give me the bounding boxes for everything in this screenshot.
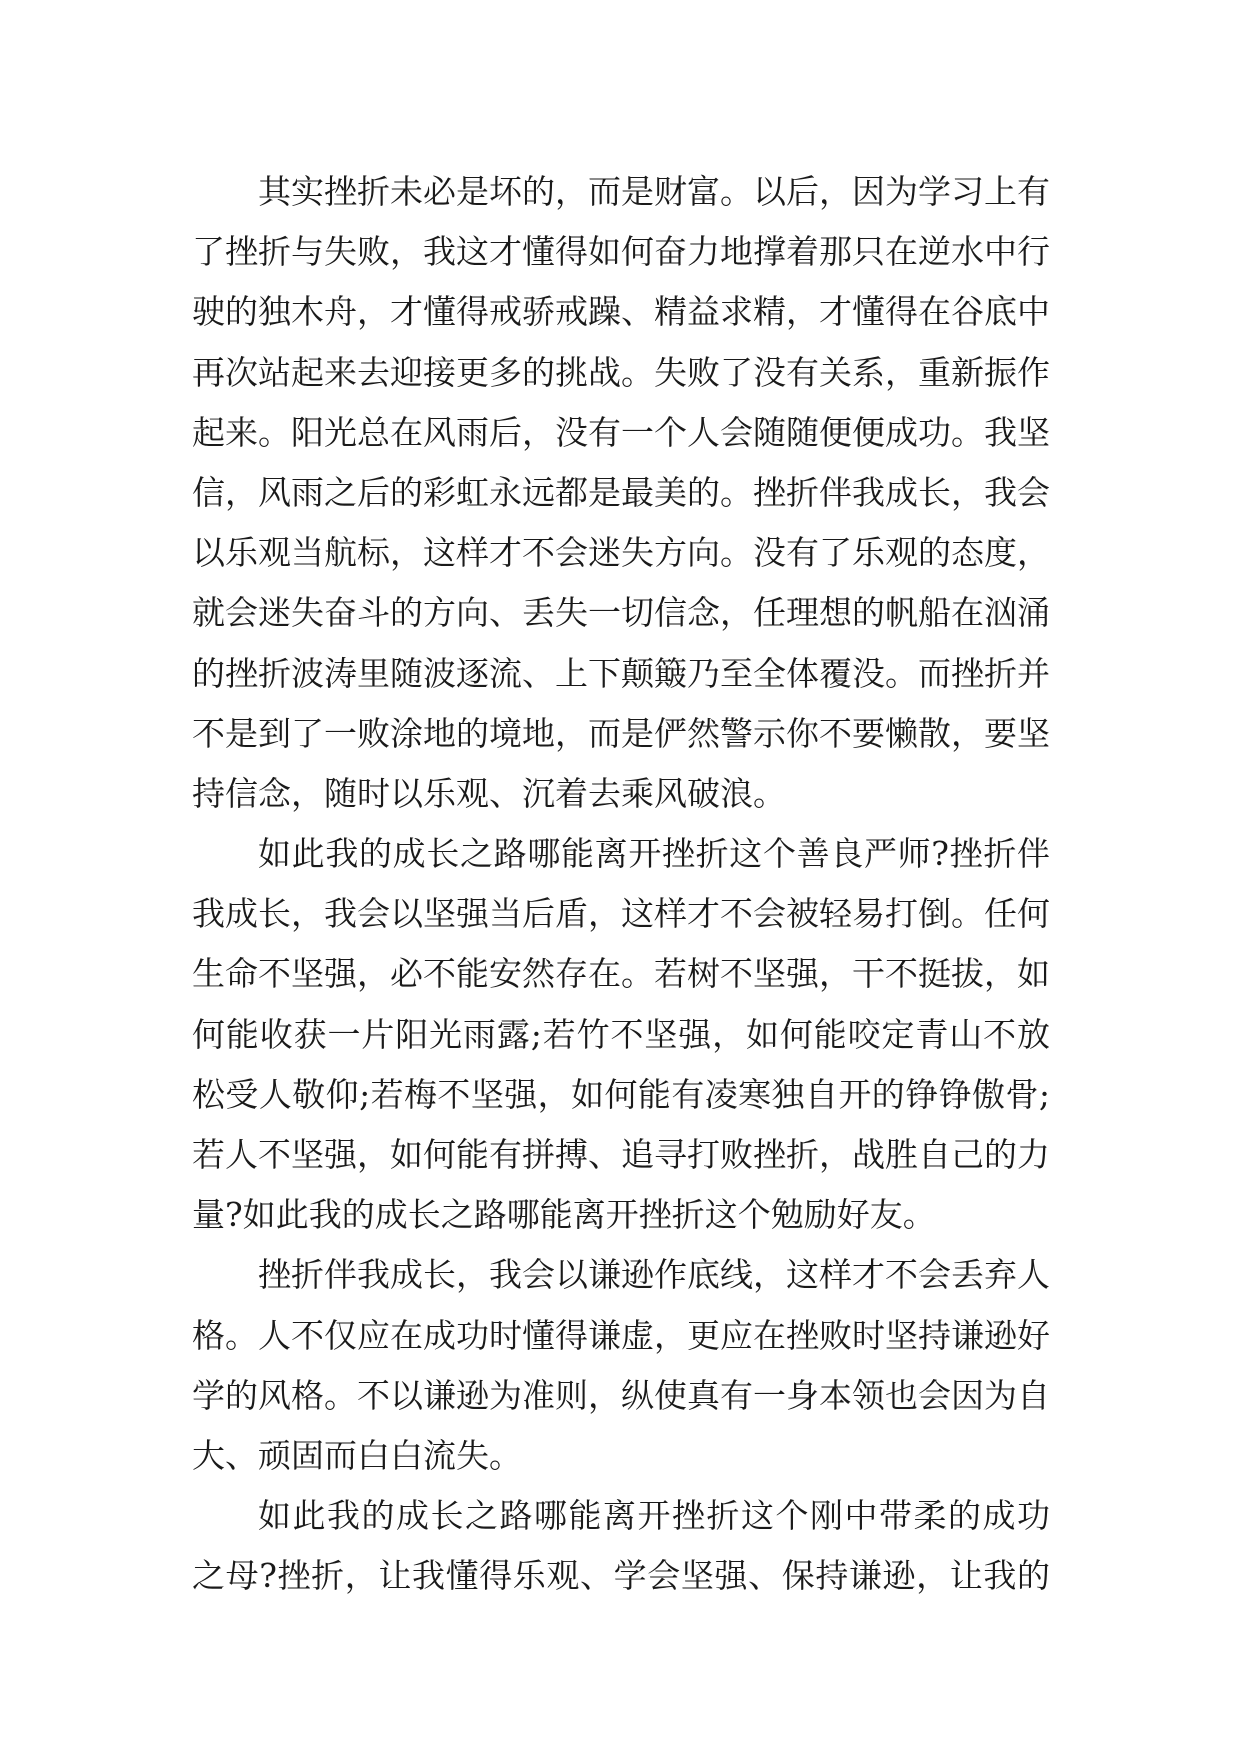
paragraph-1-line-10: 不是到了一败涂地的境地，而是俨然警示你不要懒散，要坚 xyxy=(192,713,1050,753)
paragraph-2-line-4: 何能收获一片阳光雨露;若竹不坚强，如何能咬定青山不放 xyxy=(192,1014,1050,1054)
paragraph-2-line-1: 如此我的成长之路哪能离开挫折这个善良严师?挫折伴 xyxy=(258,834,1050,874)
paragraph-1-line-2: 了挫折与失败，我这才懂得如何奋力地撑着那只在逆水中行 xyxy=(192,232,1050,272)
paragraph-1-line-6: 信，风雨之后的彩虹永远都是最美的。挫折伴我成长，我会 xyxy=(192,472,1050,512)
paragraph-1-line-5: 起来。阳光总在风雨后，没有一个人会随随便便成功。我坚 xyxy=(192,412,1050,452)
paragraph-1-line-4: 再次站起来去迎接更多的挑战。失败了没有关系，重新振作 xyxy=(192,352,1050,392)
paragraph-3-line-1: 挫折伴我成长，我会以谦逊作底线，这样才不会丢弃人 xyxy=(258,1255,1050,1295)
paragraph-2-line-6: 若人不坚强，如何能有拼搏、追寻打败挫折，战胜自己的力 xyxy=(192,1135,1050,1174)
paragraph-2-line-3: 生命不坚强，必不能安然存在。若树不坚强，干不挺拔，如 xyxy=(192,954,1050,994)
paragraph-1-line-3: 驶的独木舟，才懂得戒骄戒躁、精益求精，才懂得在谷底中 xyxy=(192,292,1050,332)
paragraph-4-line-1: 如此我的成长之路哪能离开挫折这个刚中带柔的成功 xyxy=(258,1496,1050,1536)
paragraph-4-line-2: 之母?挫折，让我懂得乐观、学会坚强、保持谦逊，让我的 xyxy=(192,1556,1050,1596)
paragraph-2-line-5: 松受人敬仰;若梅不坚强，如何能有凌寒独自开的铮铮傲骨; xyxy=(192,1074,1050,1114)
paragraph-1-line-9: 的挫折波涛里随波逐流、上下颠簸乃至全体覆没。而挫折并 xyxy=(192,653,1050,693)
paragraph-1-line-11: 持信念，随时以乐观、沉着去乘风破浪。 xyxy=(192,773,786,813)
paragraph-2-line-7: 量?如此我的成长之路哪能离开挫折这个勉励好友。 xyxy=(192,1195,936,1235)
paragraph-1-line-7: 以乐观当航标，这样才不会迷失方向。没有了乐观的态度， xyxy=(192,533,1050,573)
paragraph-1-line-8: 就会迷失奋斗的方向、丢失一切信念，任理想的帆船在汹涌 xyxy=(192,593,1050,633)
paragraph-1-line-1: 其实挫折未必是坏的，而是财富。以后，因为学习上有 xyxy=(258,172,1050,211)
paragraph-3-line-4: 大、顽固而白白流失。 xyxy=(192,1435,522,1475)
paragraph-3-line-2: 格。人不仅应在成功时懂得谦虚，更应在挫败时坚持谦逊好 xyxy=(192,1315,1050,1355)
paragraph-3-line-3: 学的风格。不以谦逊为准则，纵使真有一身本领也会因为自 xyxy=(192,1375,1050,1415)
body-text xyxy=(192,162,1050,1607)
paragraph-2-line-2: 我成长，我会以坚强当后盾，这样才不会被轻易打倒。任何 xyxy=(192,894,1050,934)
